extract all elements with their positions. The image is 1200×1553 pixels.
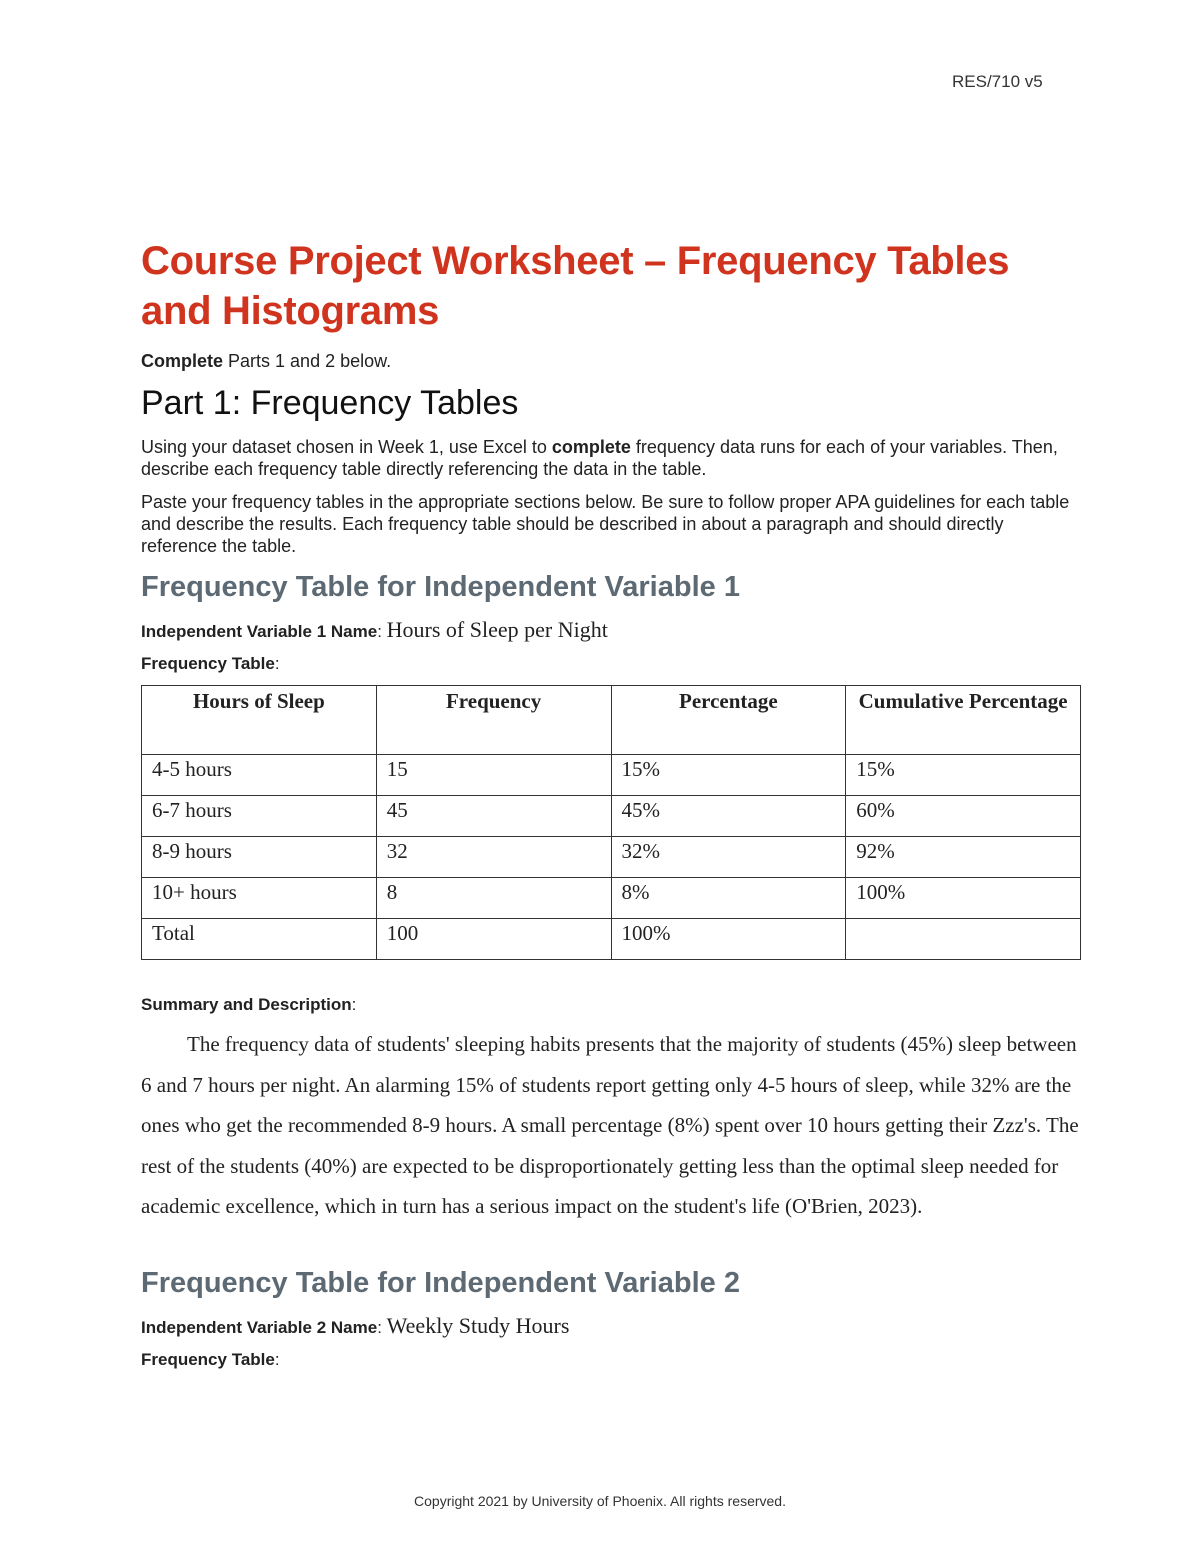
iv1-heading: Frequency Table for Independent Variable 1 (141, 571, 740, 603)
table-cell: 100% (611, 919, 846, 960)
part1-paragraph-2: Paste your frequency tables in the appropriate sections below. Be sure to follow proper APA guidelines for each table and describe the results. Each frequency table should be described in about a paragraph and should directly reference the table. (141, 492, 1070, 556)
iv1-name-value: Hours of Sleep per Night (386, 617, 608, 642)
iv2-name-value: Weekly Study Hours (386, 1312, 570, 1338)
frequency-table (141, 685, 1081, 960)
table-header-cell: Frequency (376, 686, 611, 755)
table-row (142, 755, 1081, 796)
para1-bold: complete (551, 437, 631, 457)
iv2-table-label: Frequency Table (141, 1349, 275, 1369)
iv2-table-label-line: Frequency Table: (141, 1349, 280, 1369)
table-cell: 45 (376, 796, 611, 837)
table-cell: 15% (611, 755, 846, 796)
table-cell: 8-9 hours (142, 837, 377, 878)
part1-heading: Part 1: Frequency Tables (141, 384, 519, 422)
table-cell: 100% (846, 878, 1081, 919)
table-header-cell: Hours of Sleep (142, 686, 377, 755)
iv1-name-label: Independent Variable 1 Name (141, 622, 378, 641)
copyright-footer: Copyright 2021 by University of Phoenix. All rights reserved. (414, 1493, 786, 1509)
instruction-line (141, 350, 1081, 372)
instruction-rest: Parts 1 and 2 below. (223, 351, 392, 371)
table-cell: 8 (376, 878, 611, 919)
iv2-heading: Frequency Table for Independent Variable 2 (141, 1266, 740, 1299)
table-row (142, 878, 1081, 919)
iv1-name-line: Independent Variable 1 Name: Hours of Sleep per Night (141, 617, 608, 642)
table-row (142, 837, 1081, 878)
table-row (142, 796, 1081, 837)
summary-paragraph: The frequency data of students' sleeping habits presents that the majority of students (45%) sleep between 6 and 7 hours per night. An alarming 15% of students report getting only 4-5 hours of sleep, while 32% are the ones who get the recommended 8-9 hours. A small percentage (8%) spent over 10 hours getting their Zzz's. The rest of the students (40%) are expected to be disproportionately getting less than the optimal sleep needed for academic excellence, which in turn has a serious impact on the student's life (O'Brien, 2023). (141, 1032, 1079, 1218)
para1-after: frequency data runs for each of your variables. Then, describe each frequency table directly referencing the data in the table. (141, 437, 1058, 479)
page-title: Course Project Worksheet – Frequency Tables and Histograms (141, 239, 1010, 333)
table-cell: 92% (846, 837, 1081, 878)
iv1-table-label-line: Frequency Table: (141, 654, 280, 673)
table-cell: 15 (376, 755, 611, 796)
instruction-bold: Complete (141, 351, 224, 371)
para1-before: Using your dataset chosen in Week 1, use Excel to (141, 437, 552, 457)
table-header-cell: Percentage (611, 686, 846, 755)
part1-paragraph-1 (141, 436, 1081, 480)
table-cell (846, 919, 1081, 960)
table-cell: 15% (846, 755, 1081, 796)
table-cell: 10+ hours (142, 878, 377, 919)
course-code: RES/710 v5 (952, 72, 1043, 91)
iv2-name-label: Independent Variable 2 Name (141, 1317, 378, 1337)
table-cell: 32 (376, 837, 611, 878)
iv2-name-line: Independent Variable 2 Name: Weekly Study Hours (141, 1312, 570, 1338)
table-cell: 32% (611, 837, 846, 878)
table-cell: 60% (846, 796, 1081, 837)
table-header-row (142, 686, 1081, 755)
summary-label-line: Summary and Description: (141, 995, 357, 1014)
table-cell: 100 (376, 919, 611, 960)
table-cell: 45% (611, 796, 846, 837)
iv1-table-label: Frequency Table (141, 654, 275, 673)
table-row-total (142, 919, 1081, 960)
document-body (141, 236, 1081, 1371)
summary-label: Summary and Description (141, 995, 352, 1014)
table-cell: 8% (611, 878, 846, 919)
table-cell: 6-7 hours (142, 796, 377, 837)
table-cell: Total (142, 919, 377, 960)
table-cell: 4-5 hours (142, 755, 377, 796)
table-header-cell: Cumulative Percentage (846, 686, 1081, 755)
